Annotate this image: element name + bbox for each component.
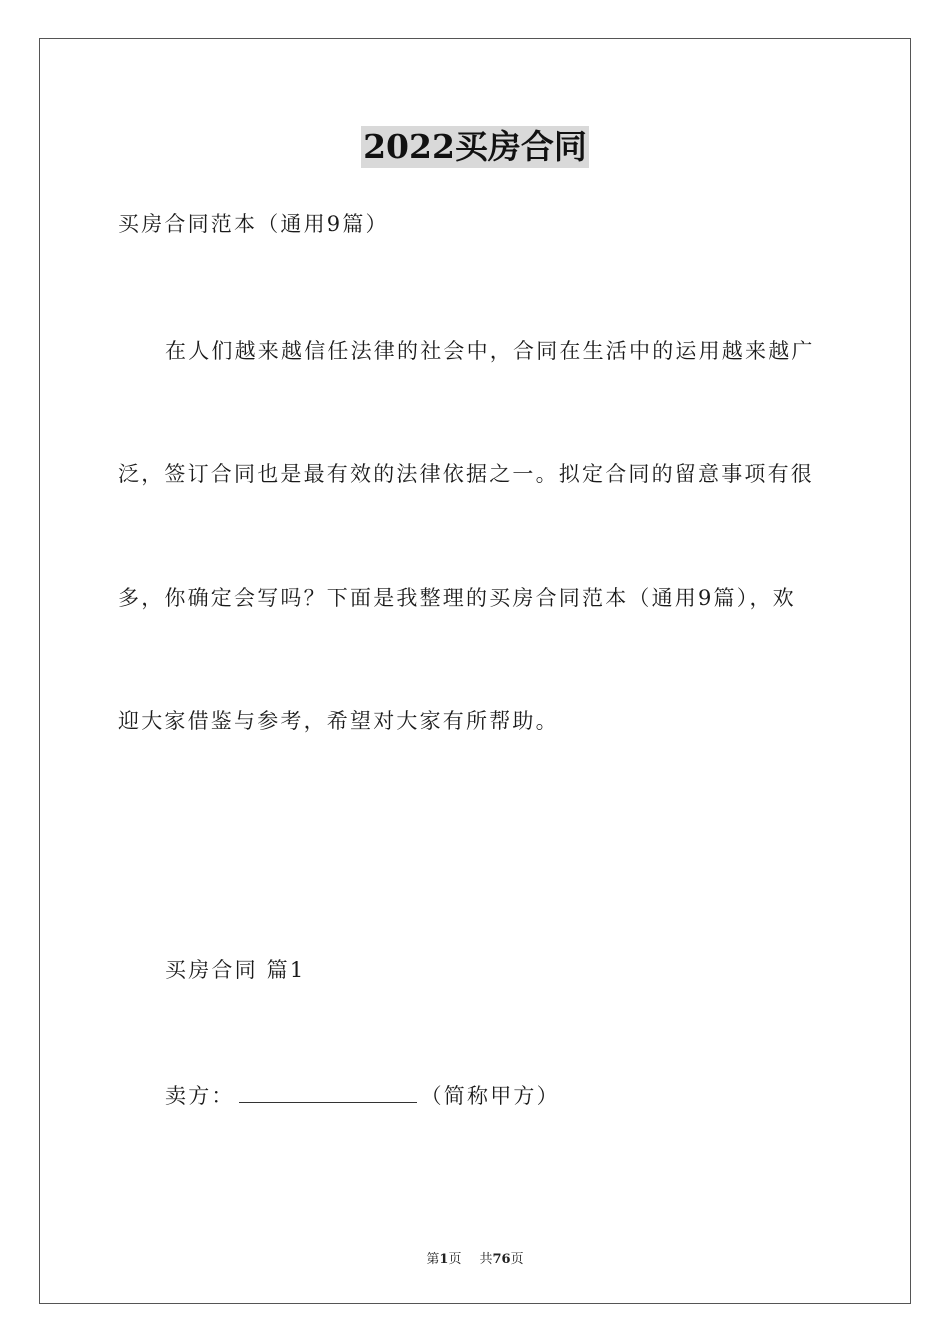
page-footer: [0, 1248, 950, 1267]
document-title: 2022买房合同: [363, 127, 587, 166]
footer-page-number: 1: [439, 1252, 449, 1267]
document-subtitle: 买房合同范本（通用9篇）: [118, 212, 389, 236]
footer-total-prefix: 共: [479, 1252, 493, 1267]
paragraph-line-4: 迎大家借鉴与参考，希望对大家有所帮助。: [118, 709, 559, 733]
seller-suffix: （简称甲方）: [420, 1084, 560, 1108]
paragraph-line-1: 在人们越来越信任法律的社会中，合同在生活中的运用越来越广: [165, 339, 815, 363]
seller-name-blank[interactable]: [239, 1080, 417, 1103]
footer-page-suffix: 页: [448, 1252, 462, 1267]
paragraph-line-3: 多，你确定会写吗？下面是我整理的买房合同范本（通用9篇），欢: [118, 586, 796, 610]
seller-line: [165, 1080, 560, 1111]
footer-total-pages: 76: [492, 1252, 511, 1267]
paragraph-line-2: 泛，签订合同也是最有效的法律依据之一。拟定合同的留意事项有很: [118, 462, 814, 486]
title-container: [0, 126, 950, 168]
footer-page-prefix: 第: [426, 1252, 440, 1267]
footer-total-suffix: 页: [510, 1252, 524, 1267]
seller-label: 卖方：: [165, 1084, 235, 1108]
section-heading: 买房合同 篇1: [165, 958, 306, 982]
